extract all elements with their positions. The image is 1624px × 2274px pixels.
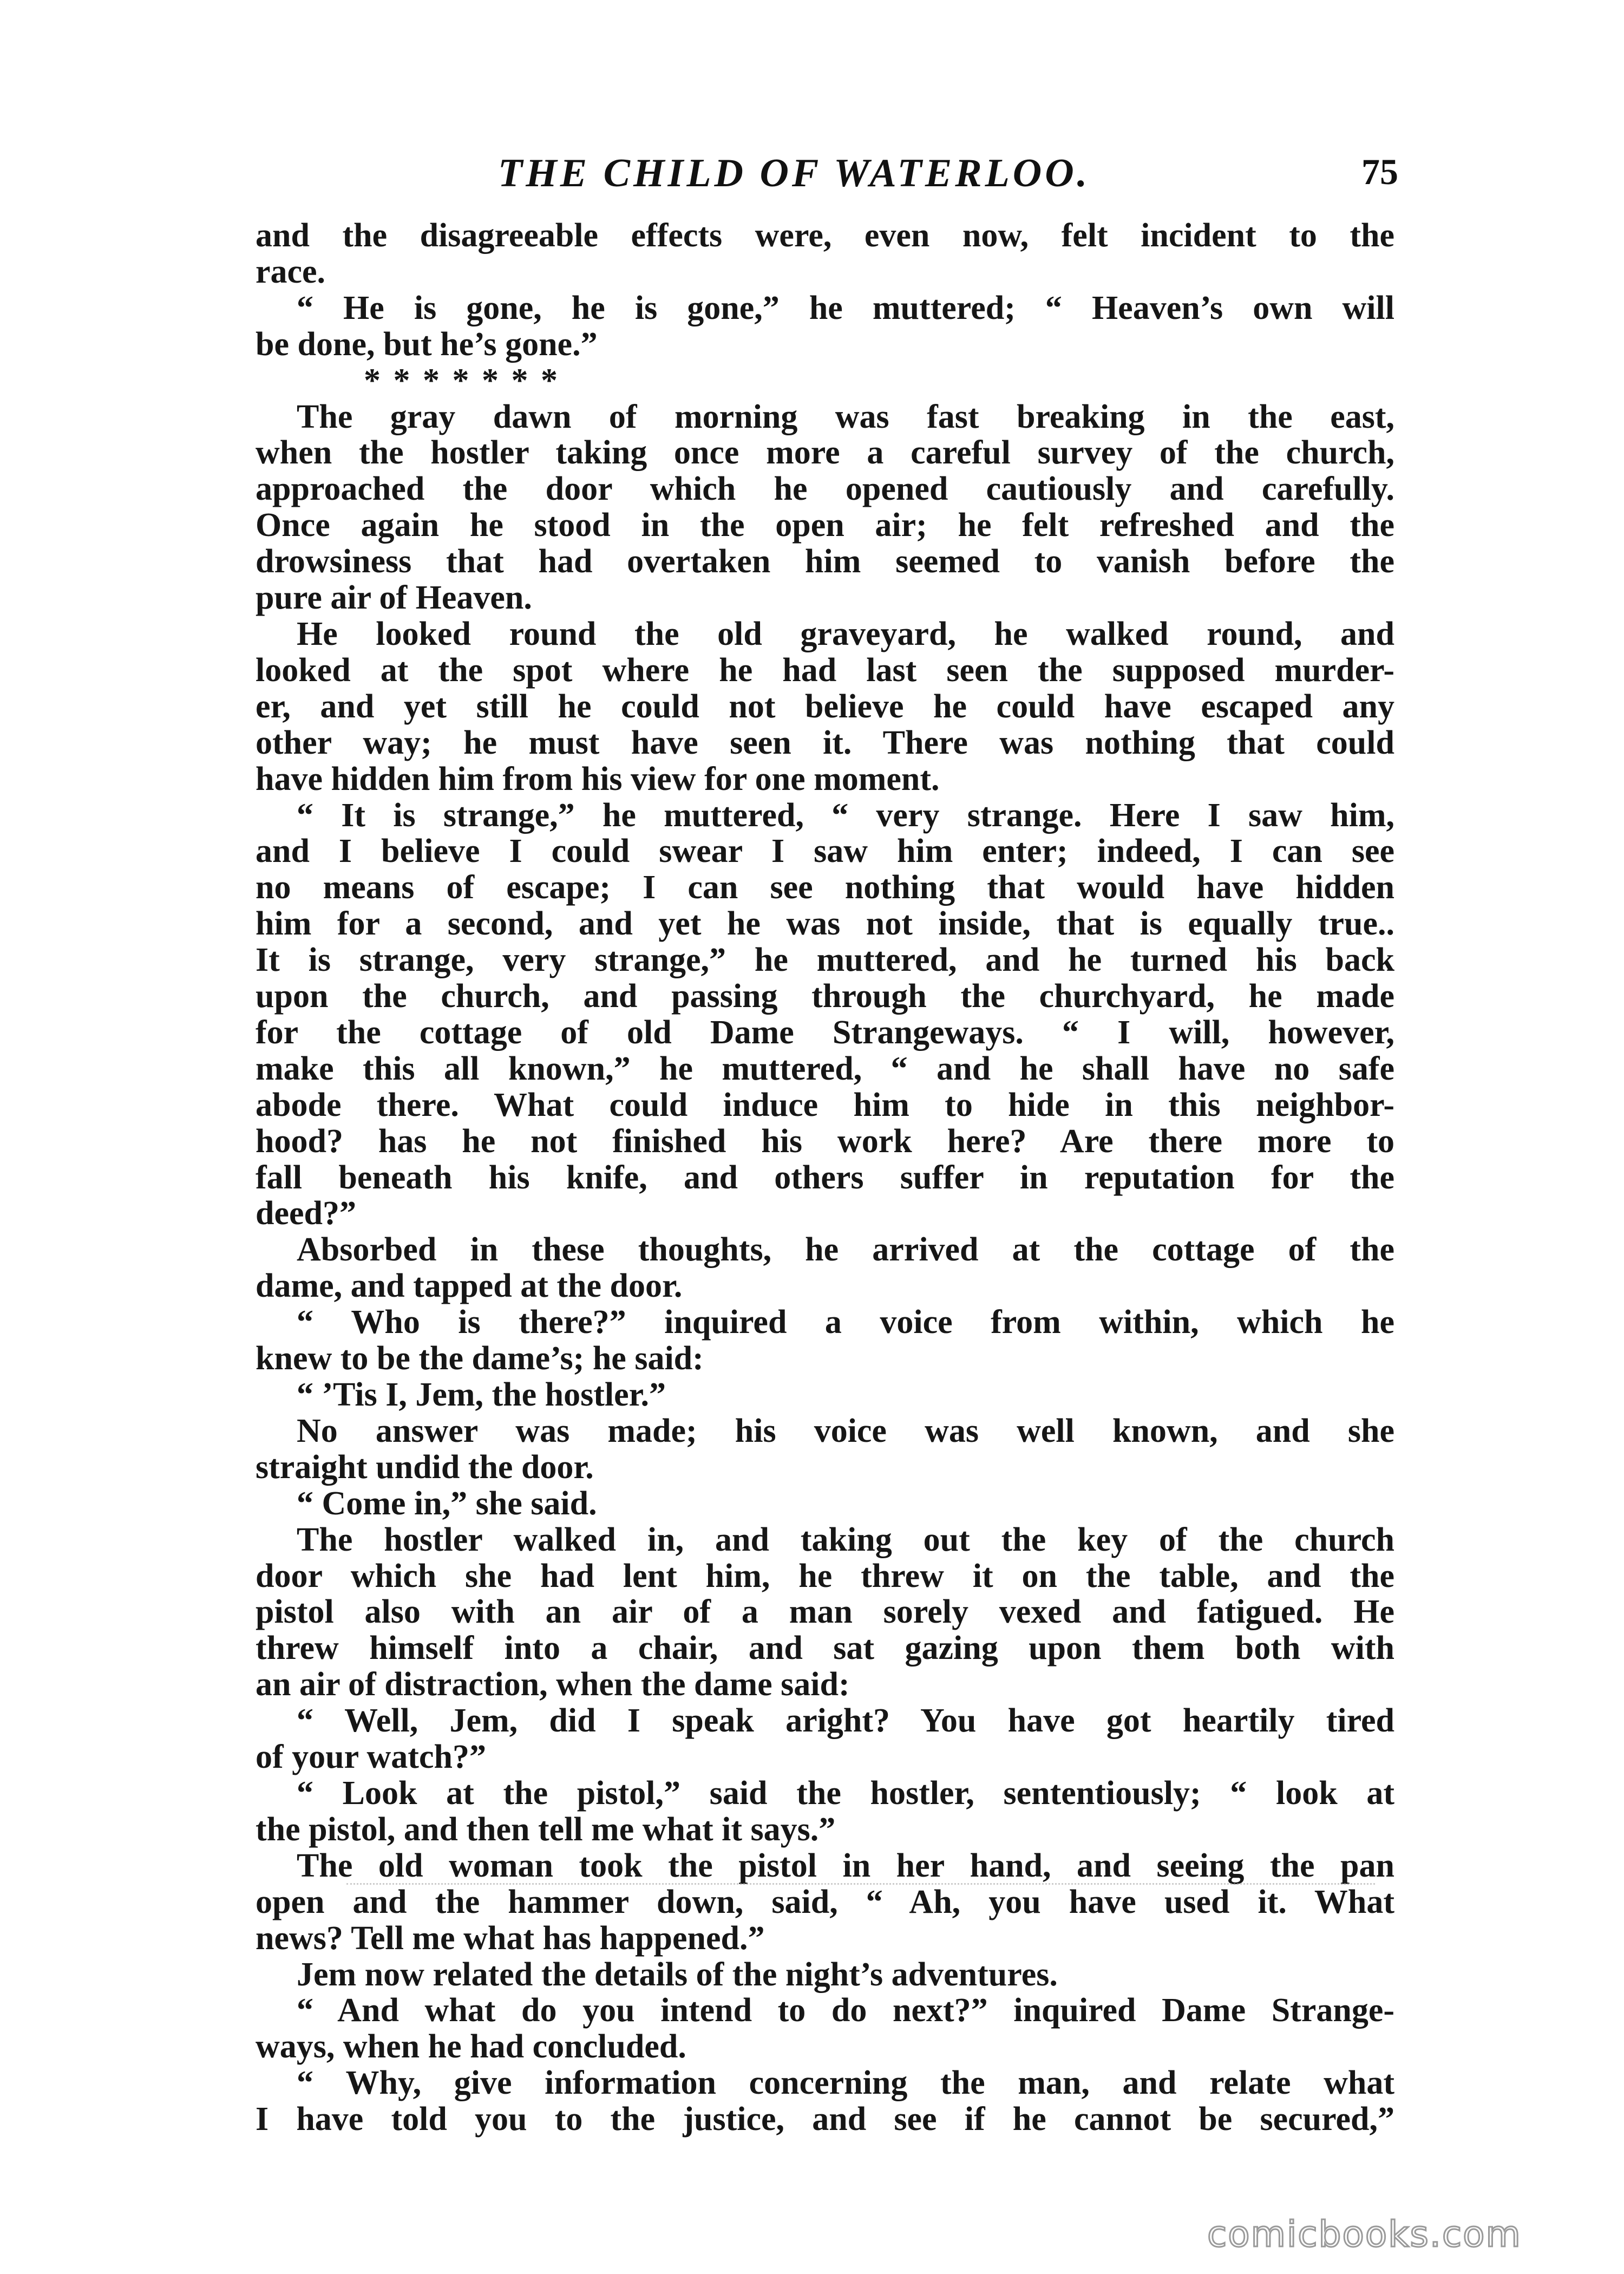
text-line: other way; he must have seen it. There was nothing that could (256, 724, 1394, 761)
text-line: and I believe I could swear I saw him enter; indeed, I can see (256, 833, 1394, 870)
text-line: “ It is strange,” he muttered, “ very strange. Here I saw him, (297, 796, 1394, 834)
text-line: race. (256, 253, 326, 290)
text-line: “ Who is there?” inquired a voice from within, which he (297, 1304, 1394, 1341)
text-line: deed?” (256, 1195, 356, 1232)
text-line: no means of escape; I can see nothing that would have hidden (256, 869, 1394, 906)
text-line: when the hostler taking once more a careful survey of the church, (256, 434, 1394, 472)
text-line: pure air of Heaven. (256, 579, 532, 617)
text-line: upon the church, and passing through the churchyard, he made (256, 978, 1394, 1015)
text-line: drowsiness that had overtaken him seemed to vanish before the (256, 543, 1394, 580)
dotted-rule (346, 1883, 1375, 1886)
text-line: pistol also with an air of a man sorely vexed and fatigued. He (256, 1593, 1394, 1631)
watermark: comicbooks.com (1207, 2213, 1522, 2255)
text-line: Jem now related the details of the night’s adventures. (297, 1956, 1058, 1993)
text-line: I have told you to the justice, and see if he cannot be secured,” (256, 2101, 1394, 2138)
running-title: THE CHILD OF WATERLOO. (498, 151, 1091, 195)
section-break: * * * * * * * (364, 362, 560, 399)
page-number: 75 (1361, 151, 1398, 192)
text-line: the pistol, and then tell me what it says.” (256, 1811, 836, 1848)
text-line: of your watch?” (256, 1739, 486, 1776)
text-line: news? Tell me what has happened.” (256, 1919, 765, 1957)
text-line: “ Well, Jem, did I speak aright? You have got heartily tired (297, 1702, 1394, 1740)
text-line: open and the hammer down, said, “ Ah, you have used it. What (256, 1883, 1394, 1920)
text-line: an air of distraction, when the dame said: (256, 1666, 850, 1703)
text-line: abode there. What could induce him to hide in this neighbor- (256, 1086, 1394, 1123)
text-line: him for a second, and yet he was not inside, that is equally true.. (256, 905, 1394, 943)
body-text (256, 218, 1394, 2138)
text-line: hood? has he not finished his work here? Are there more to (256, 1122, 1394, 1160)
text-line: fall beneath his knife, and others suffer in reputation for the (256, 1159, 1394, 1196)
text-line: for the cottage of old Dame Strangeways. “ I will, however, (256, 1014, 1394, 1051)
text-line: “ He is gone, he is gone,” he muttered; “ Heaven’s own will (297, 289, 1394, 326)
text-line: have hidden him from his view for one moment. (256, 760, 940, 798)
text-line: be done, but he’s gone.” (256, 325, 598, 363)
text-line: straight undid the door. (256, 1448, 594, 1486)
text-line: approached the door which he opened cautiously and carefully. (256, 471, 1394, 508)
text-line: “ Come in,” she said. (297, 1485, 597, 1522)
text-line: Once again he stood in the open air; he felt refreshed and the (256, 507, 1394, 544)
text-line: It is strange, very strange,” he muttered, and he turned his back (256, 942, 1394, 979)
text-line: The hostler walked in, and taking out the key of the church (297, 1521, 1394, 1558)
text-line: and the disagreeable effects were, even now, felt incident to the (256, 217, 1394, 254)
text-line: “ Look at the pistol,” said the hostler, sententiously; “ look at (297, 1774, 1394, 1812)
text-line: make this all known,” he muttered, “ and he shall have no safe (256, 1050, 1394, 1087)
text-line: The old woman took the pistol in her hand, and seeing the pan (297, 1847, 1394, 1884)
text-line: looked at the spot where he had last seen the supposed murder- (256, 651, 1394, 689)
text-line: Absorbed in these thoughts, he arrived at the cottage of the (297, 1231, 1394, 1269)
text-line: threw himself into a chair, and sat gazing upon them both with (256, 1630, 1394, 1667)
text-line: ways, when he had concluded. (256, 2028, 686, 2066)
text-line: door which she had lent him, he threw it on the table, and the (256, 1557, 1394, 1595)
text-line: “ ’Tis I, Jem, the hostler.” (297, 1376, 666, 1413)
text-line: er, and yet still he could not believe he could have escaped any (256, 688, 1394, 725)
text-line: “ And what do you intend to do next?” inquired Dame Strange- (297, 1992, 1394, 2029)
text-line: “ Why, give information concerning the man, and relate what (297, 2064, 1394, 2102)
text-line: No answer was made; his voice was well known, and she (297, 1412, 1394, 1449)
text-line: He looked round the old graveyard, he walked round, and (297, 615, 1394, 652)
text-line: dame, and tapped at the door. (256, 1267, 683, 1305)
text-line: The gray dawn of morning was fast breaking in the east, (297, 398, 1394, 435)
text-line: knew to be the dame’s; he said: (256, 1340, 704, 1377)
